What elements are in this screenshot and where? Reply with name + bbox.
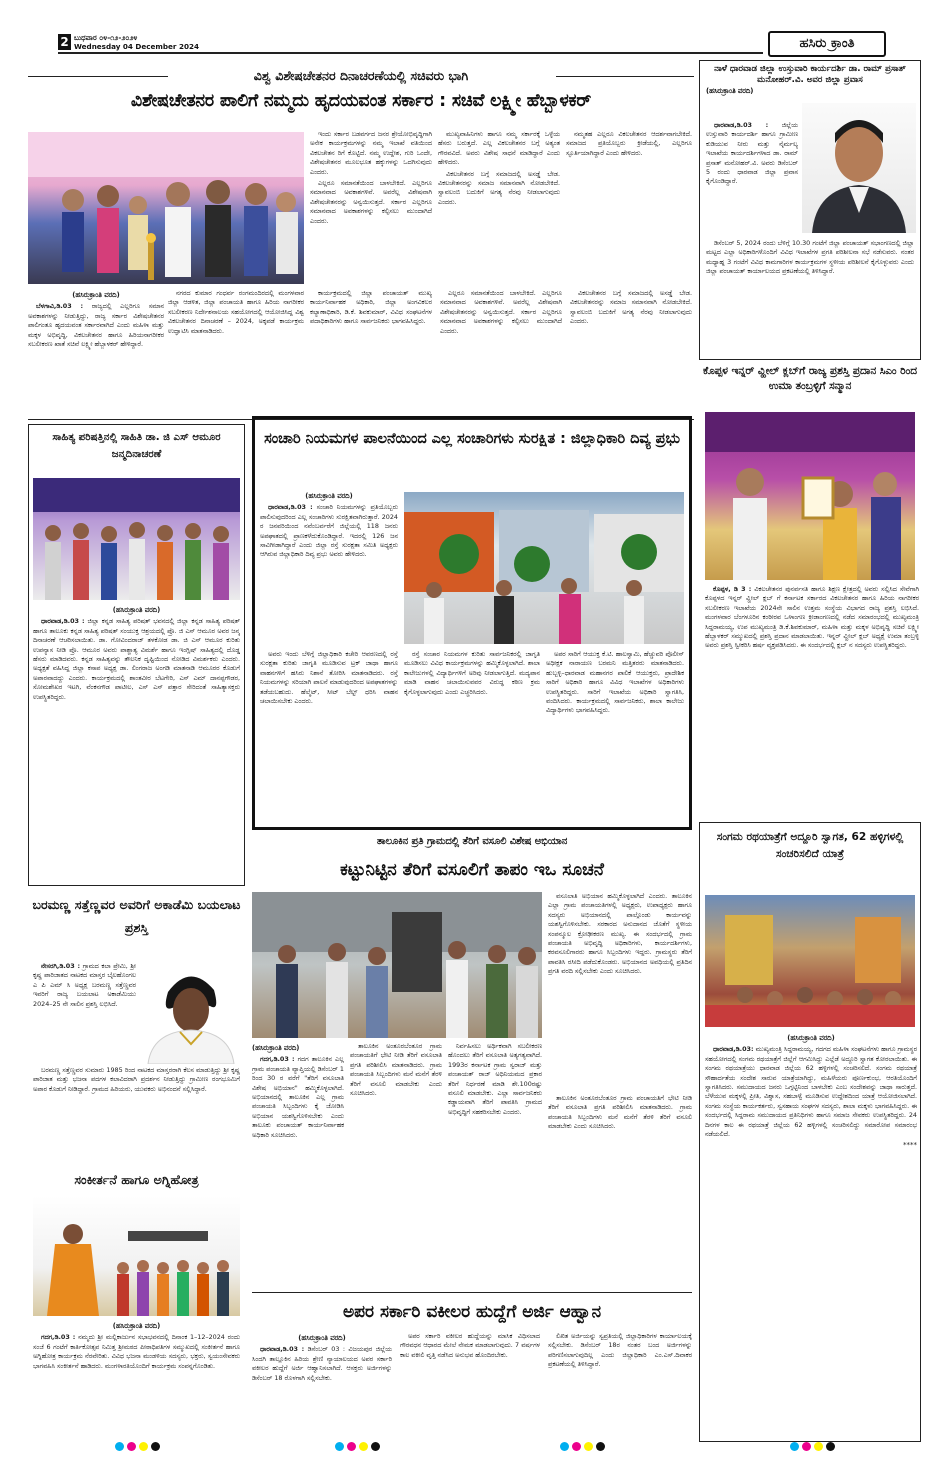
traffic-body-2: ಅವರು ಇಂದು ಬೆಳಿಗ್ಗೆ ಜಿಲ್ಲಾಧಿಕಾರಿ ಕಚೇರಿ ಆವರಣದಲ್ಲಿ ರಸ್ತೆ ಸುರಕ್ಷತಾ ಕುರಿತು ಜಾಗೃತಿ ಮೂಡಿಸುವ ಟ್ರಕ್ ಜಾಥಾ ಹಾಗೂ ವಾಹನಗಳಿಗೆ ಹಸಿರು ನಿಶಾನೆ ತೋರಿಸಿ ಮಾತನಾಡಿದರು. ರಸ್ತೆ ನಿಯಮಗಳನ್ನು ಸರಿಯಾಗಿ ಪಾಲನೆ ಮಾಡುವುದರಿಂದ ಅಪಘಾತಗಳನ್ನು ತಡೆಯಬಹುದು. ಹೆಲ್ಮೆಟ್, ಸೀಟ್ ಬೆಲ್ಟ್ ಧರಿಸಿ ವಾಹನ ಚಲಾಯಿಸಬೇಕು ಎಂದರು. [260, 650, 398, 706]
black-dot [151, 1442, 160, 1451]
award-body-col [705, 585, 919, 815]
lead-col-3 [310, 130, 432, 285]
traffic-byline: (ಹಸಿರುಕ್ರಾಂತಿ ವರದಿ) [305, 492, 353, 500]
cyan-dot [790, 1442, 799, 1451]
tour-byline: (ಹಸಿರುಕ್ರಾಂತಿ ವರದಿ) [706, 87, 754, 96]
masthead-date [74, 33, 274, 51]
yellow-dot [814, 1442, 823, 1451]
lead-body-3: ಇಂದು ಸರ್ಕಾರ ಬಡವರ್ಗದ ಜನರ ಶ್ರೇಯೋಭಿವೃದ್ಧಿಗಾಗಿ ಅನೇಕ ಕಾರ್ಯಕ್ರಮಗಳನ್ನು ನಮ್ಮ ಇಲಾಖೆ ವತಿಯಿಂದ ವಿಕಲಚೇತನ ರಿಗೆ ಕೊಟ್ಟಿದೆ. ನಮ್ಮ ಉದ್ದೇಶ, ಗುರಿ ಒಂದೇ, ವಿಶೇಷಚೇತನರ ಮೂಲಭೂತ ಹಕ್ಕುಗಳನ್ನು ಒದಗಿಸುವುದು ಎಂದರು. [310, 130, 432, 176]
kicker-rule-right [556, 76, 694, 77]
tour-body-1-text: ಜಿಲ್ಲೆಯ ಉಸ್ತುವಾರಿ ಕಾರ್ಯದರ್ಶಿ ಹಾಗೂ ಗ್ರಾಮೀಣ ಕುಡಿಯುವ ನೀರು ಮತ್ತು ನೈರ್ಮಲ್ಯ ಇಲಾಖೆಯ ಕಾರ್ಯದರ್ಶಿಗಳಾದ ಡಾ. ರಾಮ್ ಪ್ರಸಾತ್ ಮನೋಹರ್.ವಿ. ಅವರು ಡಿಸೆಂಬರ್ 5 ರಂದು ಧಾರವಾಡ ಜಿಲ್ಲಾ ಪ್ರವಾಸ ಕೈಗೊಂಡಿದ್ದಾರೆ. [706, 121, 798, 186]
lawyer-headline: ಅಪರ ಸರ್ಕಾರಿ ವಕೀಲರ ಹುದ್ದೆಗೆ ಅರ್ಜಿ ಆಹ್ವಾನ [342, 1302, 602, 1322]
tour-headline: ನಾಳೆ ಧಾರವಾಡ ಜಿಲ್ಲಾ ಉಸ್ತುವಾರಿ ಕಾರ್ಯದರ್ಶಿ ಡಾ. ರಾಮ್ ಪ್ರಸಾತ್ ಮನೋಹರ್.ವಿ. ಅವರ ಜಿಲ್ಲಾ ಪ್ರವಾಸ [714, 64, 906, 85]
yatra-dateline: ಧಾರವಾಡ,ಡಿ.03: [713, 1045, 754, 1054]
portrait-art [802, 103, 916, 233]
lead-byline: (ಹಸಿರುಕ್ರಾಂತಿ ವರದಿ) [72, 291, 120, 299]
lead-headline: ವಿಶೇಷಚೇತನರ ಪಾಲಿಗೆ ನಮ್ಮದು ಹೃದಯವಂತ ಸರ್ಕಾರ : ಸಚಿವೆ ಲಕ್ಷ್ಮೀ ಹೆಬ್ಬಾಳಕರ್ [130, 91, 592, 111]
date-kannada: ಬುಧವಾರ ೦೪-೧೨-೨೦೨೪ [74, 33, 138, 42]
lawyer-byline: (ಹಸಿರುಕ್ರಾಂತಿ ವರದಿ) [298, 1334, 346, 1342]
sankirtane-byline: (ಹಸಿರುಕ್ರಾಂತಿ ವರದಿ) [112, 1322, 161, 1330]
tax-body-4: ವಸೂಲಾತಿ ಅಭಿಯಾನ ಹಮ್ಮಿಕೊಳ್ಳಲಾಗಿದೆ ಎಂದರು. ತಾಲೂಕಿನ ಎಲ್ಲಾ ಗ್ರಾಮ ಪಂಚಾಯತಿಗಳಲ್ಲಿ ಅಧ್ಯಕ್ಷರು, ಉಪಾಧ್ಯಕ್ಷರು ಹಾಗೂ ಸದಸ್ಯರು ಅಭಿಯಾನದಲ್ಲಿ ಪಾಲ್ಗೊಂಡು ಕಾರ್ಯವನ್ನು ಯಶಸ್ವಿಗೊಳಿಸಬೇಕು. ಸರಕಾರದ ಅನುದಾನದ ಜೊತೆಗೆ ಸ್ಥಳೀಯ ಸಂಪನ್ಮೂಲ ಕ್ರೋಢೀಕರಣ ಮುಖ್ಯ. ಈ ಸಂದರ್ಭದಲ್ಲಿ ಗ್ರಾಮ ಪಂಚಾಯತಿ ಅಭಿವೃದ್ಧಿ ಅಧಿಕಾರಿಗಳು, ಕಾರ್ಯದರ್ಶಿಗಳು, ಕರವಸೂಲಿಗಾರರು ಹಾಗೂ ಸಿಬ್ಬಂದಿಗಳು ಇದ್ದರು. ಗ್ರಾಮಸ್ಥರು ತೆರಿಗೆ ಪಾವತಿಸಿ ರಸೀದಿ ಪಡೆದುಕೊಂಡರು. ಅಭಿಯಾನದ ಅವಧಿಯಲ್ಲಿ ಪ್ರತಿದಿನ ಪ್ರಗತಿ ವರದಿ ಸಲ್ಲಿಸಬೇಕು ಎಂದು ಸೂಚಿಸಿದರು. [548, 892, 692, 976]
traffic-headline: ಸಂಚಾರಿ ನಿಯಮಗಳ ಪಾಲನೆಯಿಂದ ಎಲ್ಲ ಸಂಚಾರಿಗಳು ಸುರಕ್ಷಿತ : ಜಿಲ್ಲಾಧಿಕಾರಿ ದಿವ್ಯ ಪ್ರಭು [264, 431, 680, 447]
registration-marks-1 [115, 1442, 160, 1451]
lead-photo-art [28, 132, 304, 284]
bayalata-col-1 [33, 962, 136, 1062]
tax-body-3b: ತಾಲೂಕಿನ ಅಂತೂರಬೆಂತೂರ ಗ್ರಾಮ ಪಂಚಾಯತಿಗೆ ಭೇಟಿ ನೀಡಿ ತೆರಿಗೆ ವಸೂಲಾತಿ ಪ್ರಗತಿ ಪರಿಶೀಲಿಸಿ ಮಾತನಾಡಿದರು. ಗ್ರಾಮ ಪಂಚಾಯತಿ ಸಿಬ್ಬಂದಿಗಳು ಮನೆ ಮನೆಗೆ ತೆರಳಿ ತೆರಿಗೆ ವಸೂಲಿ ಮಾಡಬೇಕು ಎಂದು ಸೂಚಿಸಿದರು. [548, 1094, 692, 1131]
lead-kicker: ವಿಶ್ವ ವಿಶೇಷಚೇತನರ ದಿನಾಚರಣೆಯಲ್ಲಿ ಸಚಿವರು ಭಾಗಿ [253, 68, 469, 83]
registration-marks-2 [335, 1442, 380, 1451]
tour-col-2 [706, 239, 914, 357]
traffic-col-1 [260, 490, 398, 645]
lead-body-6: ವಿಕಲಚೇತನರ ಬಗ್ಗೆ ಸಮಾಜದಲ್ಲಿ ಅಸಡ್ಡೆ ಬೇಡ. ವಿಕಲಚೇತನರನ್ನು ಸಮಾಜ ಸಮಾನವಾಗಿ ನೋಡಬೇಕಿದೆ. ಸ್ವಾವಲಂಬಿ ಬದುಕಿಗೆ ಅಗತ್ಯ ನೆರವು ನೀಡಲಾಗುವುದು ಎಂದರು. [438, 169, 560, 206]
lawyer-body-1-text: ಡಿಸೆಂಬರ್ 03 : ವಿಜಯಪುರ ಜಿಲ್ಲೆಯ ಸಿಂದಗಿ ತಾಲ್ಲೂಕಿನ ಹಿರಿಯ ಶ್ರೇಣಿ ನ್ಯಾಯಾಲಯದ ಅಪರ ಸರ್ಕಾರಿ ವಕೀಲರ ಹುದ್ದೆಗೆ ಅರ್ಜಿ ಆಹ್ವಾನಿಸಲಾಗಿದೆ. ಆಸಕ್ತರು ಅರ್ಜಿಗಳನ್ನು ಡಿಸೆಂಬರ್ 18 ರೊಳಗಾಗಿ ಸಲ್ಲಿಸಬೇಕು. [252, 1345, 392, 1382]
award-headline: ಕೊಪ್ಪಳ ಇನ್ನರ್ ವ್ಹೀಲ್ ಕ್ಲಬ್‌ಗೆ ರಾಜ್ಯ ಪ್ರಶಸ್ತಿ ಪ್ರದಾನ ಸಿಎಂ ರಿಂದ ಉಮಾ ತಂಬ್ರಳ್ಳಿಗೆ ಸನ್ಮಾನ [703, 365, 917, 392]
bayalata-portrait-art [140, 962, 240, 1064]
lead-body-1 [28, 302, 164, 349]
bayalata-body-1 [33, 962, 136, 1009]
lawyer-dateline: ಧಾರವಾಡ,ಡಿ.03 : [260, 1345, 305, 1354]
lawyer-col-2 [400, 1332, 540, 1436]
lead-body-7: ನಮ್ಮತಹ ಎಲ್ಲರೂ ವಿಕಲಚೇತನರ ಆದರ್ಶವಾಗಬೇಕಿದೆ. ಸಮಾಜದ ಪ್ರತಿಯೊಬ್ಬರು ಕ್ರೀಡೆಯಲ್ಲಿ, ಎಲ್ಲರಿಗೂ ಸ್ಫೂರ್ತಿಯಾಗಿದ್ದಾರೆ ಎಂದು ಹೇಳಿದರು. [566, 130, 692, 157]
yatra-byline: (ಹಸಿರುಕ್ರಾಂತಿ ವರದಿ) [787, 1034, 835, 1042]
tax-body-1 [252, 1055, 344, 1140]
award-dateline: ಕೊಪ್ಪಳ, ಡಿ 3 : [713, 585, 752, 593]
sankirtane-body [33, 1333, 240, 1371]
registration-marks-3 [560, 1442, 605, 1451]
sankirtane-headline: ಸಂಕೀರ್ತನೆ ಹಾಗೂ ಅಗ್ನಿಹೋತ್ರ [74, 1172, 199, 1187]
lawyer-body-1 [252, 1345, 392, 1383]
lawyer-col-1 [252, 1332, 392, 1436]
sahitya-body [33, 617, 240, 702]
lawyer-col-3 [548, 1332, 692, 1436]
lead-col-1 [28, 289, 164, 417]
lead-body-8: ಕಾರ್ಯಕ್ರಮದಲ್ಲಿ ಜಿಲ್ಲಾ ಪಂಚಾಯತ್ ಮುಖ್ಯ ಕಾರ್ಯನಿರ್ವಾಹಕ ಅಧಿಕಾರಿ, ಜಿಲ್ಲಾ ಅಂಗವಿಕಲರ ಕಲ್ಯಾಣಾಧಿಕಾರಿ, ಡಿ.ಕೆ. ಶಿವಕುಮಾರ್, ವಿವಿಧ ಸಂಘಟನೆಗಳ ಪದಾಧಿಕಾರಿಗಳು ಹಾಗೂ ಸಾರ್ವಜನಿಕರು ಭಾಗವಹಿಸಿದ್ದರು. [310, 289, 432, 326]
tax-photo-art [252, 892, 542, 1038]
yatra-headline: ಸಂಗಮ ರಥಯಾತ್ರೆಗೆ ಅದ್ದೂರಿ ಸ್ವಾಗತ, 62 ಹಳ್ಳಿಗಳಲ್ಲಿ ಸಂಚರಿಸಲಿದೆ ಯಾತ್ರೆ [716, 831, 904, 860]
bayalata-portrait [140, 962, 240, 1064]
tour-body-2: ಡಿಸೆಂಬರ್ 5, 2024 ರಂದು ಬೆಳಿಗ್ಗೆ 10.30 ಗಂಟೆಗೆ ಜಿಲ್ಲಾ ಪಂಚಾಯತ್ ಸಭಾಂಗಣದಲ್ಲಿ ಜಿಲ್ಲಾ ಮಟ್ಟದ ಎಲ್ಲಾ ಅಧಿಕಾರಿಗಳೊಂದಿಗೆ ವಿವಿಧ ಇಲಾಖೆಗಳ ಪ್ರಗತಿ ಪರಿಶೀಲನಾ ಸಭೆ ನಡೆಸುವರು. ನಂತರ ಮಧ್ಯಾಹ್ನ 3 ಗಂಟೆಗೆ ವಿವಿಧ ಕಾಮಗಾರಿಗಳ ಕಾರ್ಯಕ್ರಮಗಳ ಸ್ಥಳೀಯ ಪರಿಶೀಲನೆ ಕೈಗೊಳ್ಳುವರು ಎಂದು ಜಿಲ್ಲಾ ಪಂಚಾಯತ್ ಕಾರ್ಯಾಲಯದ ಪ್ರಕಟಣೆಯಲ್ಲಿ ತಿಳಿಸಿದ್ದಾರೆ. [706, 239, 914, 276]
bayalata-body-2: ಬರಮಣ್ಣ ಸತ್ತೆಣ್ಣವರ ಸುಮಾರು 1985 ರಿಂದ ನಾಟಕದ ಮಾಸ್ತರರಾಗಿ ಕೆಲಸ ಮಾಡುತ್ತಿದ್ದು ಶ್ರೀ ಕೃಷ್ಣ ಪಾರಿಜಾತ ಮತ್ತು ಭಜನಾ ಪದಗಳ ಕಲಾವಿದರಾಗಿ ಪ್ರದರ್ಶನ ನೀಡುತ್ತಿದ್ದು ಗ್ರಾಮೀಣ ರಂಗಭೂಮಿಗೆ ಅಪಾರ ಕೊಡುಗೆ ನೀಡಿದ್ದಾರೆ. ಗ್ರಾಮದ ಹಿರಿಯರು, ಯುವಕರು ಅಭಿನಂದನೆ ಸಲ್ಲಿಸಿದ್ದಾರೆ. [33, 1066, 240, 1093]
traffic-body-1 [260, 503, 398, 559]
yatra-photo-art [705, 895, 915, 1027]
sankirtane-photo [33, 1196, 240, 1316]
bayalata-body-1-text: ಗ್ರಾಮದ ಕಲಾ ಪ್ರೇಮಿ, ಶ್ರೀ ಕೃಷ್ಣ ಪಾರಿಜಾತದ ನಾಟಕದ ಮಾಸ್ತರ ಬೈಲಹೊಂಗಲ ಎ ಪಿ ಎಮ್ ಸಿ ಅಧ್ಯಕ್ಷ ಬರಮಣ್ಣ ಸತ್ತೆಣ್ಣವರ ಇವರಿಗೆ ರಾಜ್ಯ ಬಯಲಾಟ ಅಕಾಡೆಮಿಯು 2024–25 ನೇ ಸಾಲಿನ ಪ್ರಶಸ್ತಿ ಲಭಿಸಿದೆ. [33, 962, 136, 1008]
right-tour-box [699, 60, 921, 360]
lead-col-4 [438, 130, 560, 285]
traffic-dateline: ಧಾರವಾಡ,ಡಿ.03 : [268, 503, 313, 512]
lead-col-6 [310, 289, 692, 417]
tax-kicker: ತಾಲೂಕಿನ ಪ್ರತಿ ಗ್ರಾಮದಲ್ಲಿ ತೆರಿಗೆ ವಸೂಲಿ ವಿಶೇಷ ಅಭಿಯಾನ [376, 836, 568, 847]
sahitya-byline: (ಹಸಿರುಕ್ರಾಂತಿ ವರದಿ) [112, 606, 161, 614]
kicker-rule-left [28, 76, 168, 77]
yatra-photo [705, 895, 915, 1027]
yellow-dot [359, 1442, 368, 1451]
lead-body-6b: ವಿಕಲಚೇತನರ ಬಗ್ಗೆ ಸಮಾಜದಲ್ಲಿ ಅಸಡ್ಡೆ ಬೇಡ. ವಿಕಲಚೇತನರನ್ನು ಸಮಾಜ ಸಮಾನವಾಗಿ ನೋಡಬೇಕಿದೆ. ಸ್ವಾವಲಂಬಿ ಬದುಕಿಗೆ ಅಗತ್ಯ ನೆರವು ನೀಡಲಾಗುವುದು ಎಂದರು. [570, 289, 692, 326]
traffic-photo-art [404, 492, 684, 644]
tour-body-1 [706, 121, 798, 187]
bayalata-col-2 [33, 1066, 240, 1168]
lead-body-4: ಎಲ್ಲರೂ ಸಮಾನತೆಯಿಂದ ಬಾಳಬೇಕಿದೆ. ಎಲ್ಲರಿಗೂ ಸಮಾನವಾದ ಅವಕಾಶಗಳಿವೆ. ಅವರೆಲ್ಲ ವಿಶೇಷವಾಗಿ ವಿಶೇಷಚೇತನರನ್ನು ಅನ್ವಯಿಸುತ್ತದೆ. ಸರ್ಕಾರ ಎಲ್ಲರಿಗೂ ಸಮಾನವಾದ ಅವಕಾಶಗಳನ್ನು ಕಲ್ಪಿಸಲು ಮುಂದಾಗಿದೆ ಎಂದರು. [310, 179, 432, 225]
yatra-end-mark: **** [903, 1141, 917, 1150]
lead-col-5 [566, 130, 692, 285]
traffic-body-1-text: ಸಂಚಾರಿ ನಿಯಮಗಳನ್ನು ಪ್ರತಿಯೊಬ್ಬರು ಪಾಲಿಸುವುದರಿಂದ ಎಲ್ಲ ಸಂಚಾರಿಗಳು ಸುರಕ್ಷಿತವಾಗಿರುತ್ತಾರೆ. 2024 ರ ಜನವರಿಯಿಂದ ನವೆಂಬರ್ವರೆಗೆ ಜಿಲ್ಲೆಯಲ್ಲಿ 118 ಜನರು ಅಪಘಾತದಲ್ಲಿ ಪ್ರಾಣಕಳೆದುಕೊಂಡಿದ್ದಾರೆ. ಇದರಲ್ಲಿ 126 ಜನ ಸಾವಿಗೀಡಾಗಿದ್ದಾರೆ ಎಂದು ಜಿಲ್ಲಾ ರಸ್ತೆ ಸುರಕ್ಷತಾ ಸಮಿತಿ ಅಧ್ಯಕ್ಷರು ಆಗಿರುವ ಜಿಲ್ಲಾಧಿಕಾರಿ ದಿವ್ಯ ಪ್ರಭು ಅವರು ಹೇಳಿದರು. [260, 503, 398, 559]
registration-marks-4 [790, 1442, 835, 1451]
date-english: Wednesday 04 December 2024 [74, 42, 199, 51]
sahitya-body-text: ಜಿಲ್ಲಾ ಕನ್ನಡ ಸಾಹಿತ್ಯ ಪರಿಷತ್ ಭವನದಲ್ಲಿ ಜಿಲ್ಲಾ ಕನ್ನಡ ಸಾಹಿತ್ಯ ಪರಿಷತ್ ಹಾಗೂ ತಾಲೂಕು ಕನ್ನಡ ಸಾಹಿತ್ಯ ಪರಿಷತ್ ಸಂಯುಕ್ತ ಆಶ್ರಯದಲ್ಲಿ ಪ್ರೊ. ಜಿ ಎಸ್ ಆಮೂರ ಅವರ ಜನ್ಮ ದಿನಾಚರಣೆ ಆಚರಿಸಲಾಯಿತು. ಡಾ. ಗೋವಿಂದರಾಜ್ ತಳಕೋಡ ಡಾ. ಜಿ ಎಸ್ ಆಮೂರ ಕುರಿತು ಉಪನ್ಯಾಸ ನೀಡಿ ಪ್ರೊ. ಆಮೂರ ಅವರು ಪಾಶ್ಚಾತ್ಯ ವಿಮರ್ಶೆ ಹಾಗೂ ಇಂಗ್ಲಿಷ್ ಸಾಹಿತ್ಯದಲ್ಲಿ ದೊಡ್ಡ ಹೆಸರು ಮಾಡಿದವರು. ಕನ್ನಡ ಸಾಹಿತ್ಯವನ್ನು ತೌಲನಿಕ ದೃಷ್ಟಿಯಿಂದ ನೋಡಿದ ವಿಮರ್ಶಕರು ಎಂದರು. ಅಧ್ಯಕ್ಷತೆ ವಹಿಸಿದ್ದ ಜಿಲ್ಲಾ ಕಸಾಪ ಅಧ್ಯಕ್ಷ ಡಾ. ಲಿಂಗರಾಜ ಅಂಗಡಿ ಮಾತನಾಡಿ ಆಮೂರರ ಕೊಡುಗೆ ಅಪಾರವಾದದ್ದು ಎಂದರು. ಕಾರ್ಯಕ್ರಮದಲ್ಲಿ ಶಾಂತವೀರ ಬೆಟಗೇರಿ, ಎಸ್ ಎಮ್ ದಾನಪ್ಪಗೌಡರ, ಸೋಮಶೇಖರ ಇಟಗಿ, ವೆಂಕನಗೌಡ ಪಾಟೀಲ, ಎಸ್ ಎಸ್ ಪತ್ತಾರ ಸೇರಿದಂತೆ ಸಾಹಿತ್ಯಾಸಕ್ತರು ಉಪಸ್ಥಿತರಿದ್ದರು. [33, 617, 240, 701]
award-photo [705, 412, 915, 580]
traffic-body-4: ಅಪರ ಸಾರಿಗೆ ಆಯುಕ್ತ ಕೆ.ಟಿ. ಹಾಲಸ್ವಾಮಿ, ಹೆಚ್ಚುವರಿ ಪೊಲೀಸ್ ಅಧೀಕ್ಷಕ ನಾರಾಯಣ ಬರಮನಿ ಮತ್ತಿತರರು ಮಾತನಾಡಿದರು. ಹುಬ್ಬಳ್ಳಿ–ಧಾರವಾಡ ಮಹಾನಗರ ಪಾಲಿಕೆ ಆಯುಕ್ತರು, ಪ್ರಾದೇಶಿಕ ಸಾರಿಗೆ ಅಧಿಕಾರಿ ಹಾಗೂ ವಿವಿಧ ಇಲಾಖೆಗಳ ಅಧಿಕಾರಿಗಳು ಉಪಸ್ಥಿತರಿದ್ದರು. ಸಾರಿಗೆ ಇಲಾಖೆಯ ಅಧಿಕಾರಿ ಸ್ವಾಗತಿಸಿ, ವಂದಿಸಿದರು. ಕಾರ್ಯಕ್ರಮದಲ್ಲಿ ಸಾರ್ವಜನಿಕರು, ಶಾಲಾ ಕಾಲೇಜು ವಿದ್ಯಾರ್ಥಿಗಳು ಭಾಗವಹಿಸಿದ್ದರು. [546, 650, 684, 715]
tax-col-4 [548, 1094, 692, 1290]
tour-dateline: ಧಾರವಾಡ,ಡಿ.03 : [714, 121, 769, 129]
tax-body-2: ತಾಲೂಕಿನ ಅಂತೂರಬೆಂತೂರ ಗ್ರಾಮ ಪಂಚಾಯತಿಗೆ ಭೇಟಿ ನೀಡಿ ತೆರಿಗೆ ವಸೂಲಾತಿ ಪ್ರಗತಿ ಪರಿಶೀಲಿಸಿ ಮಾತನಾಡಿದರು. ಗ್ರಾಮ ಪಂಚಾಯತಿ ಸಿಬ್ಬಂದಿಗಳು ಮನೆ ಮನೆಗೆ ತೆರಳಿ ತೆರಿಗೆ ವಸೂಲಿ ಮಾಡಬೇಕು ಎಂದು ಸೂಚಿಸಿದರು. [350, 1042, 442, 1098]
tax-dateline: ಗದಗ,ಡಿ.03 : [260, 1055, 295, 1064]
cyan-dot [560, 1442, 569, 1451]
sahitya-photo-art [33, 478, 240, 600]
yatra-body-col [705, 1032, 917, 1432]
traffic-photo [404, 492, 684, 644]
tax-col-1 [252, 1042, 344, 1290]
cyan-dot [335, 1442, 344, 1451]
tax-headline: ಕಟ್ಟುನಿಟ್ಟಿನ ತೆರಿಗೆ ವಸೂಲಿಗೆ ತಾಪಂ ಇಒ ಸೂಚನೆ [340, 860, 604, 880]
lead-body-1-text: ರಾಜ್ಯದಲ್ಲಿ ಎಲ್ಲರಿಗೂ ಸಮಾನ ಅವಕಾಶಗಳನ್ನು ನೀಡುತ್ತಿದ್ದು, ರಾಜ್ಯ ಸರ್ಕಾರ ವಿಶೇಷಚೇತನರ ಪಾಲಿಗಂತೂ ಹೃದಯವಂತ ಸರ್ಕಾರವಾಗಿದೆ ಎಂದು ಮಹಿಳಾ ಮತ್ತು ಮಕ್ಕಳ ಅಭಿವೃದ್ಧಿ, ವಿಕಲಚೇತನರ ಹಾಗೂ ಹಿರಿಯನಾಗರೀಕರ ಸಬಲೀಕರಣ ಖಾತೆ ಸಚಿವೆ ಲಕ್ಷ್ಮೀ ಹೆಬ್ಬಾಳಕರ್ ಹೇಳಿದ್ದಾರೆ. [28, 302, 164, 349]
bayalata-dateline: ನೇಸರಗಿ,ಡಿ.03 : [41, 962, 81, 970]
tax-body-1-text: ಗದಗ ತಾಲೂಕಿನ ಎಲ್ಲ ಗ್ರಾಮ ಪಂಚಾಯತಿ ವ್ಯಾಪ್ತಿಯಲ್ಲಿ ಡಿಸೆಂಬರ್ 1 ರಿಂದ 30 ರ ವರೆಗೆ "ತೆರಿಗೆ ವಸೂಲಾತಿ ವಿಶೇಷ ಅಭಿಯಾನ" ಹಮ್ಮಿಕೊಳ್ಳಲಾಗಿದೆ. ಅಭಿಯಾನದಲ್ಲಿ ತಾಲೂಕಿನ ಎಲ್ಲ ಗ್ರಾಮ ಪಂಚಾಯತಿ ಸಿಬ್ಬಂದಿಗಳು ಕೈ ಜೋಡಿಸಿ ಅಭಿಯಾನ ಯಶಸ್ವಿಗೊಳಿಸಬೇಕು ಎಂದು ತಾಲೂಕು ಪಂಚಾಯತ್ ಕಾರ್ಯನಿರ್ವಾಹಕ ಅಧಿಕಾರಿ ಸೂಚಿಸಿದರು. [252, 1055, 344, 1139]
tax-photo [252, 892, 542, 1038]
award-photo-art [705, 412, 915, 580]
magenta-dot [802, 1442, 811, 1451]
black-dot [371, 1442, 380, 1451]
sahitya-photo [33, 478, 240, 600]
traffic-body-3: ರಸ್ತೆ ಸಂಚಾರ ನಿಯಮಗಳ ಕುರಿತು ಸಾರ್ವಜನಿಕರಲ್ಲಿ ಜಾಗೃತಿ ಮೂಡಿಸಲು ವಿವಿಧ ಕಾರ್ಯಕ್ರಮಗಳನ್ನು ಹಮ್ಮಿಕೊಳ್ಳಲಾಗಿದೆ. ಶಾಲಾ ಕಾಲೇಜುಗಳಲ್ಲಿ ವಿದ್ಯಾರ್ಥಿಗಳಿಗೆ ಅರಿವು ನೀಡಲಾಗುತ್ತಿದೆ. ಮದ್ಯಪಾನ ಮಾಡಿ ವಾಹನ ಚಲಾಯಿಸುವವರ ವಿರುದ್ಧ ಕಠಿಣ ಕ್ರಮ ಕೈಗೊಳ್ಳಲಾಗುವುದು ಎಂದು ಎಚ್ಚರಿಸಿದರು. [404, 650, 540, 696]
lead-body-5: ಮುಖ್ಯವಾಹಿನಿಗಳು ಹಾಗೂ ನಮ್ಮ ಸರ್ಕಾರಕ್ಕೆ ಒಳ್ಳೆಯ ಹೆಸರು ಬರುತ್ತದೆ. ಎಲ್ಲ ವಿಕಲಚೇತನರ ಬಗ್ಗೆ ಅತ್ಯಂತ ಗೌರವವಿದೆ. ಅವರು ವಿಶೇಷ ಸಾಧನೆ ಮಾಡಿದ್ದಾರೆ ಎಂದು ಹೇಳಿದರು. [438, 130, 560, 167]
yellow-dot [139, 1442, 148, 1451]
tax-body-3: ನಿರ್ವಹಿಸಲು ಅರ್ಥಿಕವಾಗಿ ಸಬಲೀಕರಣ ಹೊಂದಲು ತೆರಿಗೆ ವಸೂಲಾತಿ ಅತ್ಯಗತ್ಯವಾಗಿದೆ. 1993ರ ಕರ್ನಾಟಕ ಗ್ರಾಮ ಸ್ವರಾಜ್ ಮತ್ತು ಪಂಚಾಯತ್ ರಾಜ್ ಅಧಿನಿಯಮದ ಪ್ರಕಾರ ತೆರಿಗೆ ನಿರ್ಧರಣೆ ಮಾಡಿ ಶೇ.100ರಷ್ಟು ವಸೂಲಿ ಮಾಡಬೇಕು. ಎಲ್ಲಾ ಸಾರ್ವಜನಿಕರು ಕಡ್ಡಾಯವಾಗಿ ತೆರಿಗೆ ಪಾವತಿಸಿ ಗ್ರಾಮದ ಅಭಿವೃದ್ಧಿಗೆ ಸಹಕರಿಸಬೇಕು ಎಂದರು. [448, 1042, 542, 1116]
tax-col-3 [448, 1042, 542, 1290]
yatra-body-text: ಮುಖ್ಯಮಂತ್ರಿ ಸಿದ್ದರಾಮಯ್ಯ, ಗದಗದ ಮಹಿಳಾ ಸಂಘಟನೆಗಳು ಹಾಗೂ ಗ್ರಾಮಸ್ಥರ ಸಹಯೋಗದಲ್ಲಿ ಸಂಗಮ ರಥಯಾತ್ರೆಗೆ ಜಿಲ್ಲೆಗೆ ಆಗಮಿಸಿದ್ದು ಎಲ್ಲೆಡೆ ಅದ್ದೂರಿ ಸ್ವಾಗತ ಕೋರಲಾಯಿತು. ಈ ಸಂಗಮ ರಥಯಾತ್ರೆಯು ಧಾರವಾಡ ಜಿಲ್ಲೆಯ 62 ಹಳ್ಳಿಗಳಲ್ಲಿ ಸಂಚರಿಸಲಿದೆ. ಸಂಗಮ ರಥಯಾತ್ರೆ ಸೌಹಾರ್ದತೆಯ ಸಂದೇಶ ಸಾರುವ ಯಾತ್ರೆಯಾಗಿದ್ದು, ಮಹಿಳೆಯರು ಪೂರ್ಣಕುಂಭ, ಆರತಿಯೊಂದಿಗೆ ಸ್ವಾಗತಿಸಿದರು. ಸಮುದಾಯದ ಜನರು ಒಗ್ಗಟ್ಟಿನಿಂದ ಬಾಳಬೇಕು ಎಂಬ ಸಂದೇಶವನ್ನು ಜಾಥಾ ಸಾರುತ್ತದೆ. ಬೆಳೆಯುವ ಮಕ್ಕಳಲ್ಲಿ ಪ್ರೀತಿ, ವಿಶ್ವಾಸ, ಸಹಬಾಳ್ವೆ ಮೂಡಿಸುವ ಉದ್ದೇಶದಿಂದ ಯಾತ್ರೆ ಆಯೋಜಿಸಲಾಗಿದೆ. ಸಂಗಮ ಸಂಸ್ಥೆಯ ಕಾರ್ಯಕರ್ತರು, ಸ್ವಸಹಾಯ ಸಂಘಗಳ ಸದಸ್ಯರು, ಶಾಲಾ ಮಕ್ಕಳು ಭಾಗವಹಿಸಿದ್ದರು. ಈ ಸಂದರ್ಭದಲ್ಲಿ ಸಿದ್ದರಾಮ ಸಮುದಾಯದ ಪ್ರತಿನಿಧಿಗಳು ಹಾಗೂ ಸಮಾಜ ಸೇವಕರು ಉಪಸ್ಥಿತರಿದ್ದರು. 24 ದಿನಗಳ ಕಾಲ ಈ ರಥಯಾತ್ರೆ ಜಿಲ್ಲೆಯ 62 ಹಳ್ಳಿಗಳಲ್ಲಿ ಸಂಚರಿಸಲಿದ್ದು ಸಮಾರೋಪ ಸಮಾರಂಭ ನಡೆಯಲಿದೆ. [705, 1045, 917, 1139]
traffic-col-3 [404, 650, 540, 822]
sankirtane-dateline: ಗದಗ,ಡಿ.03 : [41, 1333, 76, 1342]
tax-col-2 [350, 1042, 442, 1290]
sankirtane-body-text: ನಮ್ಮದು ಶ್ರೀ ಮಲ್ಲಿಕಾರ್ಜುನ ಸಭಾಭವನದಲ್ಲಿ ದಿನಾಂಕ 1–12–2024 ರಂದು ಸಂಜೆ 6 ಗಂಟೆಗೆ ಕಾರ್ತಿಕೋತ್ಸವ ನಿಮಿತ್ತ ಶ್ರೀಮಠದ ಪೀಠಾಧಿಪತಿಗಳ ಸಮ್ಮುಖದಲ್ಲಿ ಸಂಕೀರ್ತನೆ ಹಾಗೂ ಅಗ್ನಿಹೋತ್ರ ಕಾರ್ಯಕ್ರಮ ನೆರವೇರಿತು. ವಿವಿಧ ಭಜನಾ ಮಂಡಳಿಯ ಸದಸ್ಯರು, ಭಕ್ತರು, ಸ್ವಯಂಸೇವಕರು ಭಾಗವಹಿಸಿ ಸಂಕೀರ್ತನೆ ಹಾಡಿದರು. ಮಂಗಳಾರತಿಯೊಂದಿಗೆ ಕಾರ್ಯಕ್ರಮ ಸಂಪನ್ನಗೊಂಡಿತು. [33, 1333, 240, 1370]
masthead-rule [58, 52, 763, 54]
paper-name: ಹಸಿರು ಕ್ರಾಂತಿ [768, 31, 886, 57]
lead-col-2 [168, 289, 304, 417]
cyan-dot [115, 1442, 124, 1451]
black-dot [826, 1442, 835, 1451]
tax-col-right [548, 892, 692, 1090]
lawyer-body-2: ಅಪರ ಸರ್ಕಾರಿ ವಕೀಲರ ಹುದ್ದೆಯನ್ನು ಮಾಸಿಕ ವಿಧಿಸಲಾದ ಗೌರವಧನ ಆಧಾರದ ಮೇಲೆ ನೇಮಕ ಮಾಡಲಾಗುವುದು. 7 ವರ್ಷಗಳ ಕಾಲ ವಕೀಲಿ ವೃತ್ತಿ ನಡೆಸಿದ ಅನುಭವ ಹೊಂದಿರಬೇಕು. [400, 1332, 540, 1359]
yatra-body [705, 1045, 917, 1139]
magenta-dot [572, 1442, 581, 1451]
sahitya-body-col [33, 604, 240, 882]
tour-portrait [802, 103, 916, 233]
bayalata-headline: ಬರಮಣ್ಣ ಸತ್ತೆಣ್ಣವರ ಅವರಿಗೆ ಅಕಾಡೆಮಿ ಬಯಲಾಟ ಪ್ರಶಸ್ತಿ [32, 897, 241, 935]
tax-bottom-rule [252, 1292, 692, 1293]
sankirtane-body-col [33, 1320, 240, 1438]
sahitya-dateline: ಧಾರವಾಡ,ಡಿ.03 : [41, 617, 85, 626]
sankirtane-photo-art [33, 1196, 240, 1316]
lawyer-body-3: ಲಿಖಿತ ಅರ್ಜಿಯನ್ನು ಸ್ವಪ್ರತಿಯಲ್ಲಿ ಜಿಲ್ಲಾಧಿಕಾರಿಗಳ ಕಾರ್ಯಾಲಯಕ್ಕೆ ಸಲ್ಲಿಸಬೇಕು. ಡಿಸೆಂಬರ್ 18ರ ನಂತರ ಬಂದ ಅರ್ಜಿಗಳನ್ನು ಪರಿಗಣಿಸಲಾಗುವುದಿಲ್ಲ ಎಂದು ಜಿಲ್ಲಾಧಿಕಾರಿ ಎಂ.ಎಸ್.ದಿವಾಕರ ಪ್ರಕಟಣೆಯಲ್ಲಿ ತಿಳಿಸಿದ್ದಾರೆ. [548, 1332, 692, 1369]
magenta-dot [127, 1442, 136, 1451]
award-body-text: ವಿಕಲಚೇತನರ ಪುನರ್ವಸತಿ ಹಾಗೂ ಶಿಕ್ಷಣ ಕ್ಷೇತ್ರದಲ್ಲಿ ಅವರು ಸಲ್ಲಿಸಿದ ಸೇವೆಗಾಗಿ ಕೊಪ್ಪಳದ ಇನ್ನರ್ ವ್ಹೀಲ್ ಕ್ಲಬ್ ಗೆ ಕರ್ನಾಟಕ ಸರ್ಕಾರದ ವಿಕಲಚೇತನರ ಹಾಗೂ ಹಿರಿಯ ನಾಗರೀಕರ ಸಬಲೀಕರಣ ಇಲಾಖೆಯ 2024ನೇ ಸಾಲಿನ ಉತ್ತಮ ಸಂಸ್ಥೆಯ ವಿಭಾಗದ ರಾಜ್ಯ ಪ್ರಶಸ್ತಿ ಲಭಿಸಿದೆ. ಮಂಗಳವಾರ ಬೆಂಗಳೂರಿನ ಕಂಠೀರವ ಒಳಾಂಗಣ ಕ್ರೀಡಾಂಗಣದಲ್ಲಿ ನಡೆದ ಸಮಾರಂಭದಲ್ಲಿ ಮುಖ್ಯಮಂತ್ರಿ ಸಿದ್ದರಾಮಯ್ಯ, ಉಪ ಮುಖ್ಯಮಂತ್ರಿ ಡಿ.ಕೆ.ಶಿವಕುಮಾರ್, ಮಹಿಳಾ ಮತ್ತು ಮಕ್ಕಳ ಅಭಿವೃದ್ಧಿ ಸಚಿವೆ ಲಕ್ಷ್ಮೀ ಹೆಬ್ಬಾಳಕರ್ ಸಮ್ಮುಖದಲ್ಲಿ ಪ್ರಶಸ್ತಿ ಪ್ರದಾನ ಮಾಡಲಾಯಿತು. ಇನ್ನರ್ ವ್ಹೀಲ್ ಕ್ಲಬ್ ಅಧ್ಯಕ್ಷೆ ಉಮಾ ತಂಬ್ರಳ್ಳಿ ಅವರು ಪ್ರಶಸ್ತಿ ಸ್ವೀಕರಿಸಿ ಹರ್ಷ ವ್ಯಕ್ತಪಡಿಸಿದರು. ಈ ಸಂದರ್ಭದಲ್ಲಿ ಕ್ಲಬ್ ನ ಸದಸ್ಯರು ಉಪಸ್ಥಿತರಿದ್ದರು. [705, 585, 919, 650]
lead-photo [28, 132, 304, 284]
lead-body-2: ನಗರದ ಕುಮಾರ ಗಂಧರ್ವ ರಂಗಮಂದಿರದಲ್ಲಿ ಮಂಗಳವಾರ ಜಿಲ್ಲಾ ಆಡಳಿತ, ಜಿಲ್ಲಾ ಪಂಚಾಯತಿ ಹಾಗೂ ಹಿರಿಯ ನಾಗರೀಕರ ಸಬಲೀಕರಣ ನಿರ್ದೇಶನಾಲಯ ಸಹಯೋಗದಲ್ಲಿ ಆಯೋಜಿಸಿದ್ದ ವಿಶ್ವ ವಿಕಲಚೇತನರ ದಿನಾಚರಣೆ – 2024, ಅಕ್ಕಪಡೆ ಕಾರ್ಯಕ್ರಮ ಉದ್ಘಾಟಿಸಿ ಮಾತನಾಡಿದರು. [168, 289, 304, 335]
sahitya-headline: ಸಾಹಿತ್ಯ ಪರಿಷತ್ತಿನಲ್ಲಿ ಸಾಹಿತಿ ಡಾ. ಜಿ ಎಸ್ ಆಮೂರ ಜನ್ಮದಿನಾಚರಣೆ [52, 432, 221, 460]
tax-byline: (ಹಸಿರುಕ್ರಾಂತಿ ವರದಿ) [252, 1044, 300, 1052]
lead-dateline: ಬೆಳಗಾವಿ,ಡಿ.03 : [36, 302, 84, 311]
lead-body-4b: ಎಲ್ಲರೂ ಸಮಾನತೆಯಿಂದ ಬಾಳಬೇಕಿದೆ. ಎಲ್ಲರಿಗೂ ಸಮಾನವಾದ ಅವಕಾಶಗಳಿವೆ. ಅವರೆಲ್ಲ ವಿಶೇಷವಾಗಿ ವಿಶೇಷಚೇತನರನ್ನು ಅನ್ವಯಿಸುತ್ತದೆ. ಸರ್ಕಾರ ಎಲ್ಲರಿಗೂ ಸಮಾನವಾದ ಅವಕಾಶಗಳನ್ನು ಕಲ್ಪಿಸಲು ಮುಂದಾಗಿದೆ ಎಂದರು. [440, 289, 562, 335]
traffic-col-4 [546, 650, 684, 822]
traffic-col-2 [260, 650, 398, 822]
black-dot [596, 1442, 605, 1451]
page-number-badge: 2 [58, 34, 71, 50]
award-body [705, 585, 919, 651]
magenta-dot [347, 1442, 356, 1451]
tour-col-1 [706, 121, 798, 235]
yellow-dot [584, 1442, 593, 1451]
